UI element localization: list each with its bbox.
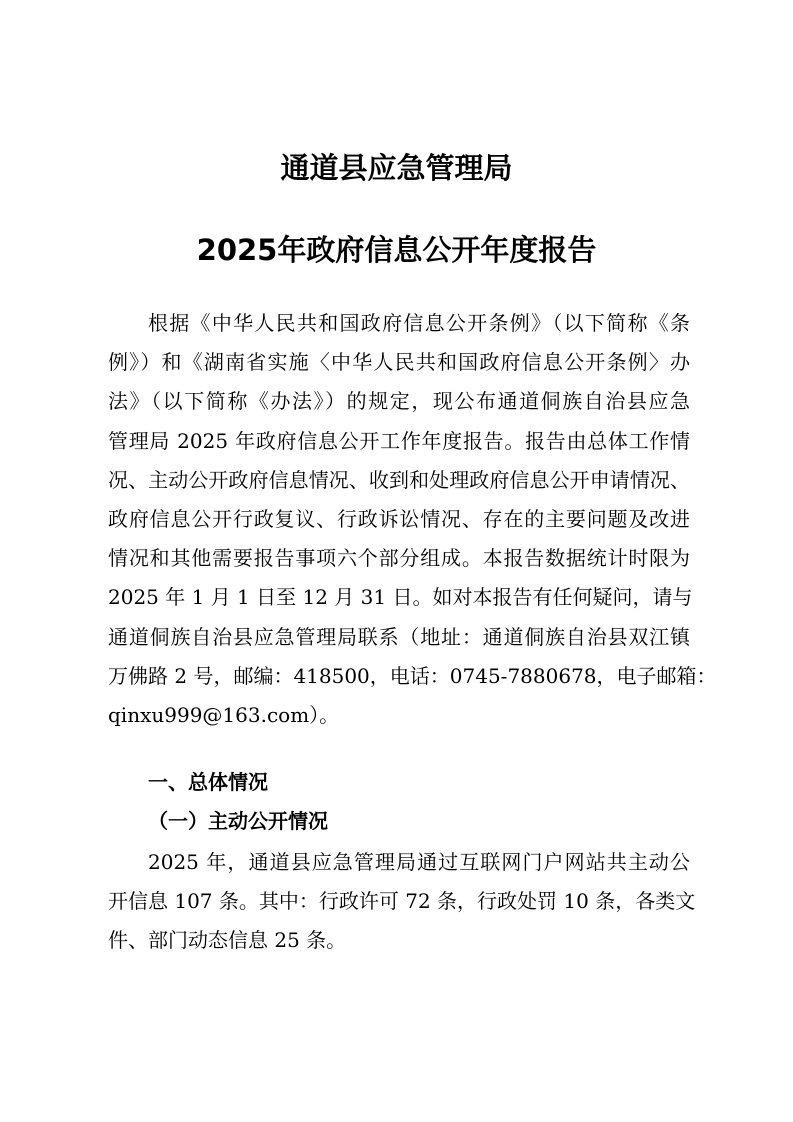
report-title-year: 2025年政府信息公开年度报告 (196, 233, 597, 267)
intro-line-6: 政府信息公开行政复议、行政诉讼情况、存在的主要问题及改进 (108, 506, 690, 531)
intro-line-7: 情况和其他需要报告事项六个部分组成。本报告数据统计时限为 (108, 546, 690, 571)
intro-paragraph (108, 304, 717, 735)
intro-line-2: 例》）和《湖南省实施〈中华人民共和国政府信息公开条例〉办 (108, 350, 690, 375)
section1-line-1: 2025 年，通道县应急管理局通过互联网门户网站共主动公 (148, 850, 690, 874)
section1-line-3: 件、部门动态信息 25 条。 (108, 928, 347, 953)
intro-line-3: 法》（以下简称《办法》）的规定，现公布通道侗族自治县应急 (108, 389, 690, 414)
proactive-disclosure-paragraph (108, 843, 696, 961)
intro-line-4: 管理局 2025 年政府信息公开工作年度报告。报告由总体工作情 (108, 428, 690, 453)
intro-line-10: 万佛路 2 号，邮编：418500，电话：0745-7880678，电子邮箱： (108, 663, 717, 688)
subsection-heading-proactive-disclosure: （一）主动公开情况 (148, 809, 328, 833)
intro-line-1: 根据《中华人民共和国政府信息公开条例》（以下简称《条 (148, 311, 690, 335)
section-heading-overall: 一、总体情况 (148, 770, 268, 794)
intro-line-11: qinxu999@163.com）。 (108, 702, 340, 727)
section1-line-2: 开信息 107 条。其中：行政许可 72 条，行政处罚 10 条，各类文 (108, 889, 696, 914)
intro-line-8: 2025 年 1 月 1 日至 12 月 31 日。如对本报告有任何疑问，请与 (108, 585, 693, 610)
intro-line-5: 况、主动公开政府信息情况、收到和处理政府信息公开申请情况、 (108, 467, 690, 492)
intro-line-9: 通道侗族自治县应急管理局联系（地址：通道侗族自治县双江镇 (108, 624, 690, 649)
report-title-agency: 通道县应急管理局 (280, 151, 513, 185)
